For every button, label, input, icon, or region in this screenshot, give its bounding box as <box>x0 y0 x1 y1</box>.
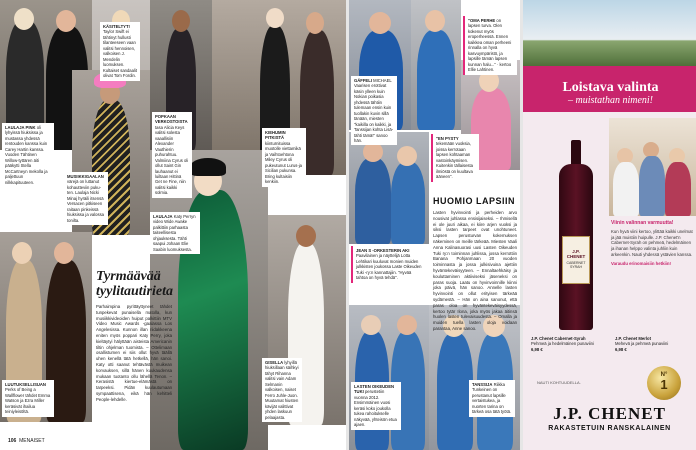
photo-woman-blue-shirt <box>411 0 461 130</box>
right-page-article <box>349 0 520 450</box>
caption-lasten-oikeuden-tuki: LASTEN OIKEUDEN TUKI perustetiin vuonna 2012. Ensimmäinen vuosi keräsi koko joukolla tukea rahoitukselle näkyvää, yhteisön etua ajaen. <box>351 382 401 430</box>
caption-miley-cyrus: KIEHUMIN PITKISTÄ kiinturnituissa muotolle viettamikä ja Vaihtoehtona Miley Cyrus oli pukeutunut Lurus-ja Sicilian pukunsa. Bring kultaisiin kenkiin. <box>262 128 306 187</box>
wine-advertisement <box>523 0 696 450</box>
section-heading: HUOMIO LAPSIIN <box>433 196 516 206</box>
photo-couple-middle <box>349 132 429 244</box>
wine-1-info: J.P. Chenet Cabernet-Syrah Pehmeä ja hedelmäinen punaviini 6,98 € <box>531 336 594 352</box>
caption-katy-perry: LAULAJA Katy Perryn video Wide Awake palkittiin parhaasta taiteellisesta ohjauksesta. Tähti saapui Johaan Elie Saabin luomuksesta. <box>150 212 200 254</box>
caption-oma-perhe: "OMA PERHE on lapsen turva. Olen kokenut myös eroperheessä. Ennen kaikkea oman perheeni rinnalla on hyvä kasvuympäristö, ja lapsille tämän lapsen kunnan halu..." · kertoo Ellie Lahtinen. <box>463 16 517 75</box>
caption-nicki-minaj: MUSIIKKIGAALAN värejä on luttanut kohautteviin puku- ten. Laulaja Nicki Minaj hyräili itsensä Versacen pitkiseen raitaan pinkeissä hiuksissa ja valossa tonilta. <box>64 172 108 225</box>
wine-bottle <box>557 140 595 330</box>
wine-2-info: J.P. Chenet Merlot Mehevä ja pehmeä punaviini 6,98 € <box>615 336 669 352</box>
left-page <box>0 0 346 450</box>
article-body: Parhaimpina pyrittäyttyneet tähdet tunpekevat punaisella matolla, kun musiikkivideoiden huiput palkittiin MTV Video Music Awards -gaalassa Los Angelesissa. Kunnon illan riidakkeena eniten myös poppari Katy Perry, joka kieltäytyi hälyttään aisteista Americanin tiltin ohjelman tuomista. – Ottelimaan osallistumen ei siis ollut hyvä täällä uhen kenellä tätä hetkellä, hän sanoi. Katy otti saanut tehtävästä muikean korvauksen, sillä hänen kuukaudensa mukaan tuotanto ollu lähellä Tenon. – Kerasistä kiertue-elämästä on tarpeeksi. Pidän kuulautumaan sympaattisena, eikä hän kehitteli People-lehdelle. <box>96 304 172 402</box>
article-headline: Tyrmäävää tyylitautirieta <box>96 269 173 299</box>
ad-right-copy: Viinin valinnan varmuutta! Kun hyvä viini kertoo, ylittää kaikki unelmat ja jää muistiin huipulle. J.P. Chenet'n Cabernet-Syrah on pehmeä, hedelmäinen ja ihanan helppo valinta juhliin kuin arkeenkin. Nauti yhdessä ystävien kanssa. Varaudu erinomaisiin hetkiin! <box>611 220 693 266</box>
number-one-medal: N° 1 <box>647 366 681 400</box>
caption-en-pysty: "EN PYSTY tekemään vuoksia, joissa kerrotaan lapsen kohtaaman vastoinkäymisen. Kuitenkin tällaisesta ilmiöstä on kuultava ääneen". <box>431 134 479 182</box>
caption-jean-s: JEAN S -ORKESTERIN AKI Paavilainen ja näyttelijä Lotta Lehtikari kuuluvat monien muiden julkkisten joukossa Laste Oikeuden Tuki -ry:n kannattajiin. "Hyvää tahtoa on hyvä tehdä". <box>351 246 425 283</box>
caption-emma-watson: LUUTUKSELLISUAN Perks of Being a Wallflower tähdet Emma Watson ja Ezra Miller keräsivät ihailua teiniyleisöltä. <box>2 380 54 417</box>
page-folio-left: 106 MENAISET <box>8 438 45 444</box>
caption-gaffeli: GÄFFELI MICHAEL Vaarisen erottivat käsin ylleen kuin Nokian poikasia yhdessä tähtiin tulemaan ensin kuin tuollakin kuvin sillä tänään, miesten "kaikilla on kaikki, ja Tanssijan kohta Lisä-tähti tämä!" sanoo hän. <box>351 76 397 145</box>
caption-tanssija: TANSSIJA Riikka Tunkeinen on perustanut lapsille vertaistukea, ja nuorten tarina on tärkeä osa tätä työtä. <box>469 380 515 417</box>
caption-alicia-keys: POPKAAN VERKOSTOISTA tasa Alicia Keys valitsi solesta vaaallisiin Alexander Vauthierin puhurahtuu. Valmiina Cyrus oli ollut Saint Gin lauhaanut ei luiltaan Hittinä Get ne Fine, niin valitsi kaikki solmia. <box>152 112 192 198</box>
caption-pink: LAULAJA PINK oli lyhyissä hiuksissa ja mustassa yhdessä rentouden kanssa kuin Carey Hartin kanssa. Vuoden Tähtinen Willow-tyttären äiti pääkytti Stella McCartneyn mekolla ja paljettuun nilkkapituuteen. <box>2 123 54 187</box>
caption-taylor-swift: KÄSITELTYT! Taylor Swift ei tähtinyt hullusti tilanteeseen vaan valitsi hennoisen, valkoisen J. Mendelin luomuksen. Kultaiset sandaalit olivat Tom Fordin. <box>100 22 140 81</box>
bottle-label: J.P. CHENET CABERNET SYRAH <box>562 236 590 284</box>
section-body: Lasten hyvinvointi ja perheiden arvo nousivat juhlassa ensisijaiseksi. – Ihmisellä ei ole juuri aikaa, ei kiire arjen vuoksi ja siksi lasten tarpeet ovat unohtuneet. Lapsen perusturvan kokemuksen näkeminen on meille tärkeää. Miesten Vaali Anna Kalinasuorasi uusi Lasten Oikeuden Tuki ry:n toiminnan juhlissa, jossa kerrottiin Banana Pohjanmaan 20 vuoden toiminnasta ja jossa julkisivuina ajettiin hyväntekeväisyyteen. – Ennaltaehkäisy ja kouluttaminen aktiiviseksi jäseneksi on paras suoja. Laatu on hyvinvoinnille kiinni joka päivä, hän sanoo. Annelle lasten hyvinvointi on ollut erityisen tärkeää sydämestä. – Hän on aina sanonut, että paras oloa on hyväntekeväisyydessä, kertoo tytär Ilona, joka myös jakaa äitinsä huolen lasten tulevaisuudesta. – Omalla ja muiden tuella lasten oloja voidaan parantaa, Anne sanoo. <box>433 210 517 331</box>
brand-logo: J.P. CHENET RAKASTETUIN RANSKALAINEN <box>548 404 671 432</box>
ad-headline: Loistava valinta – muistathan nimeni! <box>562 80 659 107</box>
caption-rihanna: GISELLA lyhyillä hiuksillaan säihkyi tähyt Rihanna valitsi vain Adam Selmanin valkoisen, naiset Ferro Juhle-Juon. Muutamat hiusten kävijät valittivat yhden laskuun pelaajasta. <box>262 358 302 422</box>
vineyard-image <box>523 0 696 66</box>
photo-friends-dining <box>609 118 696 216</box>
responsibility-note: NAUTI KOHTUUDELLA. <box>537 380 581 385</box>
